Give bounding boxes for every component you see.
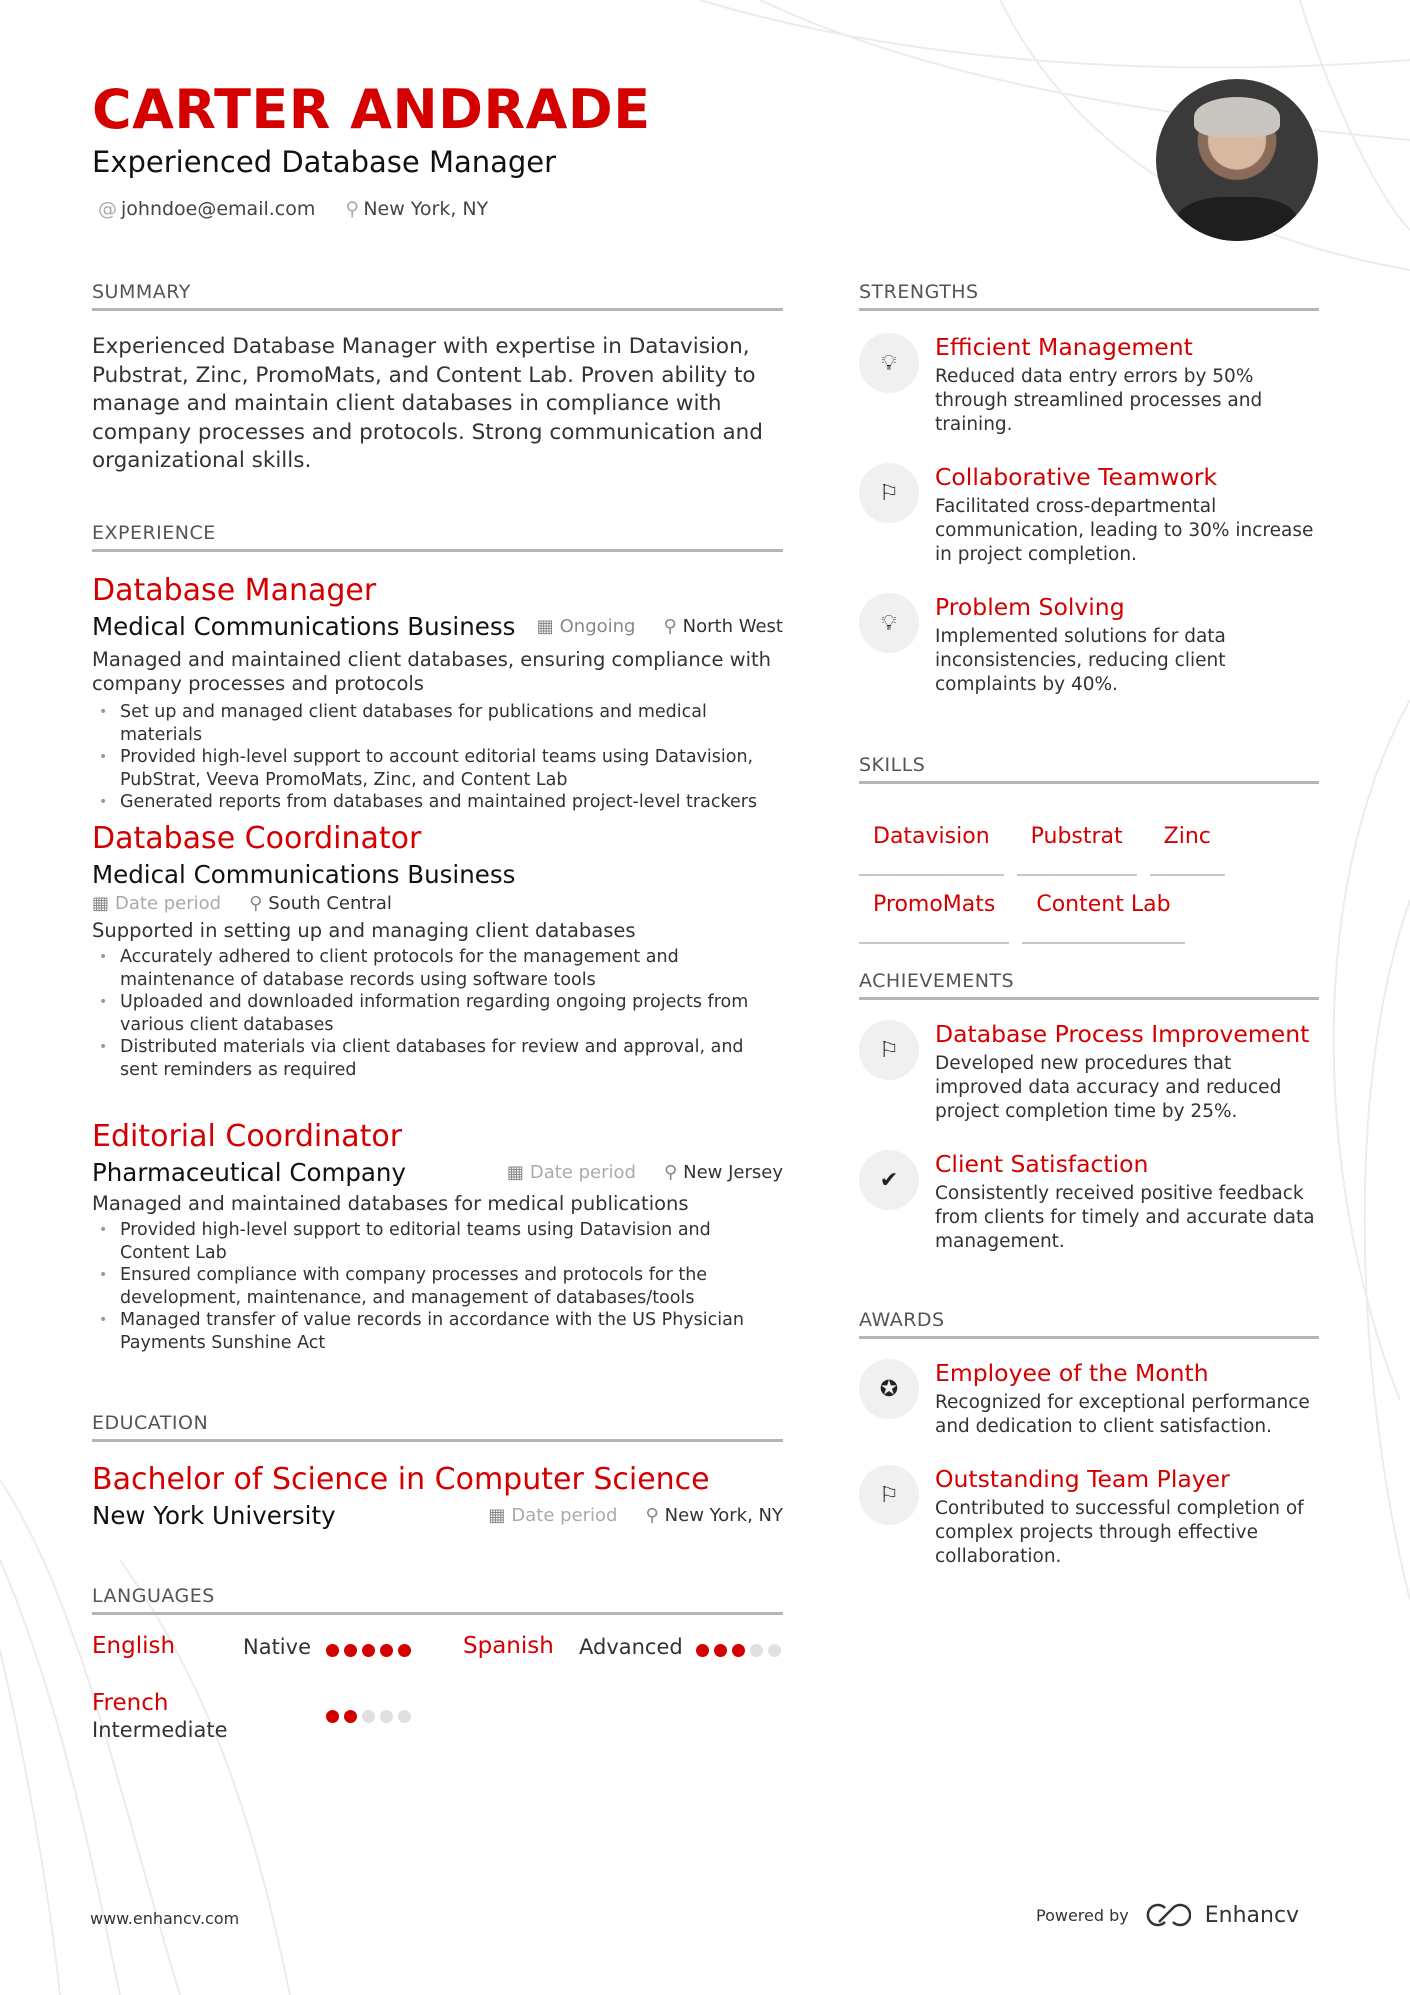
education-section xyxy=(92,1412,783,1530)
job-bullet: • Set up and managed client databases for publications and medical materials xyxy=(92,701,783,746)
map-pin-icon: ⚲ xyxy=(345,198,360,220)
job-entry xyxy=(92,573,783,814)
awards-item xyxy=(859,1465,1319,1569)
check-icon: ✔ xyxy=(859,1150,919,1210)
calendar-icon: ▦ xyxy=(92,893,110,914)
item-title: Collaborative Teamwork xyxy=(935,463,1218,491)
lightbulb-icon: 💡︎ xyxy=(859,593,919,653)
rating-dot xyxy=(326,1710,339,1723)
job-description: Managed and maintained databases for medical publications xyxy=(92,1192,689,1215)
job-title: Editorial Coordinator xyxy=(92,1119,403,1154)
map-pin-icon: ⚲ xyxy=(249,893,263,914)
language-level: Advanced xyxy=(579,1635,683,1659)
job-bullet: • Provided high-level support to account editorial teams using Datavision, PubStrat, Veeva PromoMats, Zinc, and Content Lab xyxy=(92,746,783,791)
company: Medical Communications Business xyxy=(92,860,516,889)
achievements-section xyxy=(859,970,1319,1280)
job-entry xyxy=(92,821,783,1081)
job-description: Managed and maintained client databases, ensuring compliance with company processes and protocols xyxy=(92,648,772,695)
item-title: Client Satisfaction xyxy=(935,1150,1149,1178)
experience-heading: EXPERIENCE xyxy=(92,522,783,552)
rating-dot xyxy=(326,1644,339,1657)
email[interactable] xyxy=(98,198,315,220)
strengths-heading: STRENGTHS xyxy=(859,281,1319,311)
job-title: Database Coordinator xyxy=(92,821,422,856)
strengths-section xyxy=(859,281,1319,723)
company: Pharmaceutical Company xyxy=(92,1158,406,1187)
job-location: New Jersey xyxy=(683,1162,783,1183)
item-text: Recognized for exceptional performance and dedication to client satisfaction. xyxy=(935,1392,1310,1437)
rating-dot xyxy=(344,1644,357,1657)
rating-dot xyxy=(768,1644,781,1657)
candidate-name: CARTER ANDRADE xyxy=(92,78,651,141)
language-name: Spanish xyxy=(463,1633,554,1659)
school: New York University xyxy=(92,1501,336,1530)
location xyxy=(345,198,488,220)
skills-heading: SKILLS xyxy=(859,754,1319,784)
rating-dot xyxy=(398,1644,411,1657)
rating-dot xyxy=(380,1644,393,1657)
avatar xyxy=(1156,79,1318,241)
awards-item xyxy=(859,1359,1319,1439)
skill-tag: Zinc xyxy=(1150,808,1225,876)
map-pin-icon: ⚲ xyxy=(663,1162,678,1183)
strengths-item xyxy=(859,463,1319,567)
calendar-icon: ▦ xyxy=(488,1505,506,1526)
languages-section xyxy=(92,1585,783,1615)
strengths-item xyxy=(859,593,1319,697)
summary-heading: SUMMARY xyxy=(92,281,783,311)
calendar-icon: ▦ xyxy=(536,616,554,637)
language-name: French xyxy=(92,1690,169,1716)
languages-heading: LANGUAGES xyxy=(92,1585,783,1615)
calendar-icon: ▦ xyxy=(506,1162,524,1183)
powered-by xyxy=(1036,1902,1299,1928)
language-name: English xyxy=(92,1633,176,1659)
strengths-item xyxy=(859,333,1319,437)
achievements-item xyxy=(859,1150,1319,1254)
language-level: Intermediate xyxy=(92,1718,228,1742)
powered-by-text: Powered by xyxy=(1036,1905,1129,1925)
enhancv-brand[interactable]: Enhancv xyxy=(1204,1902,1300,1928)
item-title: Database Process Improvement xyxy=(935,1020,1310,1048)
flag-icon: ⚐ xyxy=(859,1020,919,1080)
language-item xyxy=(92,1633,175,1659)
achievements-item xyxy=(859,1020,1319,1124)
language-level: Native xyxy=(243,1635,311,1659)
job-bullet: • Managed transfer of value records in accordance with the US Physician Payments Sunshine Act xyxy=(92,1309,783,1354)
job-date: Ongoing xyxy=(559,616,636,637)
enhancv-logo-icon xyxy=(1143,1902,1191,1928)
awards-section xyxy=(859,1309,1319,1595)
rating-dot xyxy=(344,1710,357,1723)
rating-dot xyxy=(398,1710,411,1723)
job-bullet: • Generated reports from databases and maintained project-level trackers xyxy=(92,791,783,814)
job-entry xyxy=(92,1119,783,1354)
rating-dot xyxy=(750,1644,763,1657)
item-text: Contributed to successful completion of complex projects through effective collaboration. xyxy=(935,1498,1304,1567)
candidate-title: Experienced Database Manager xyxy=(92,145,557,179)
education-location: New York, NY xyxy=(664,1505,783,1526)
email-text: johndoe@email.com xyxy=(121,198,316,220)
job-date: Date period xyxy=(115,893,222,914)
item-title: Outstanding Team Player xyxy=(935,1465,1230,1493)
rating-dot xyxy=(362,1710,375,1723)
flag-icon: ⚐ xyxy=(859,463,919,523)
language-rating xyxy=(696,1644,781,1657)
map-pin-icon: ⚲ xyxy=(663,616,677,637)
job-bullet: • Provided high-level support to editorial teams using Datavision and Content Lab xyxy=(92,1219,783,1264)
skill-tag: PromoMats xyxy=(859,876,1009,944)
job-title: Database Manager xyxy=(92,573,377,608)
company: Medical Communications Business xyxy=(92,612,516,641)
award-icon: ✪ xyxy=(859,1359,919,1419)
at-icon: @ xyxy=(98,198,117,220)
flag-icon: ⚐ xyxy=(859,1465,919,1525)
achievements-heading: ACHIEVEMENTS xyxy=(859,970,1319,1000)
skill-tag: Datavision xyxy=(859,808,1004,876)
item-title: Efficient Management xyxy=(935,333,1193,361)
item-text: Developed new procedures that improved data accuracy and reduced project completion time by 25%. xyxy=(935,1053,1282,1122)
item-text: Facilitated cross-departmental communication, leading to 30% increase in project completion. xyxy=(935,496,1314,565)
skill-tag: Content Lab xyxy=(1022,876,1184,944)
item-text: Reduced data entry errors by 50% through streamlined processes and training. xyxy=(935,366,1263,435)
item-title: Problem Solving xyxy=(935,593,1125,621)
item-title: Employee of the Month xyxy=(935,1359,1209,1387)
job-date: Date period xyxy=(529,1162,636,1183)
rating-dot xyxy=(696,1644,709,1657)
skill-tag: Pubstrat xyxy=(1017,808,1137,876)
job-bullet: • Distributed materials via client databases for review and approval, and sent reminders as required xyxy=(92,1036,783,1081)
summary-text: Experienced Database Manager with expertise in Datavision, Pubstrat, Zinc, PromoMats, and Content Lab. Proven ability to manage and maintain client databases in compliance with company processes and protocols. Strong communication and organizational skills. xyxy=(92,334,763,474)
contact-info xyxy=(98,198,488,220)
education-heading: EDUCATION xyxy=(92,1412,783,1442)
item-text: Implemented solutions for data inconsistencies, reducing client complaints by 40%. xyxy=(935,626,1226,695)
website-link[interactable]: www.enhancv.com xyxy=(90,1909,240,1928)
job-bullet: • Accurately adhered to client protocols for the management and maintenance of database records using software tools xyxy=(92,946,783,991)
job-description: Supported in setting up and managing client databases xyxy=(92,919,636,942)
education-date: Date period xyxy=(511,1505,618,1526)
rating-dot xyxy=(380,1710,393,1723)
rating-dot xyxy=(732,1644,745,1657)
job-bullet: • Uploaded and downloaded information regarding ongoing projects from various client databases xyxy=(92,991,783,1036)
language-rating xyxy=(326,1710,411,1723)
lightbulb-icon: 💡︎ xyxy=(859,333,919,393)
degree: Bachelor of Science in Computer Science xyxy=(92,1462,710,1497)
item-text: Consistently received positive feedback from clients for timely and accurate data management. xyxy=(935,1183,1315,1252)
skills-section xyxy=(859,754,1319,944)
language-rating xyxy=(326,1644,411,1657)
job-location: North West xyxy=(682,616,783,637)
job-bullet: • Ensured compliance with company processes and protocols for the development, maintenance, and management of databases/tools xyxy=(92,1264,783,1309)
map-pin-icon: ⚲ xyxy=(645,1505,659,1526)
job-location: South Central xyxy=(268,893,392,914)
awards-heading: AWARDS xyxy=(859,1309,1319,1339)
rating-dot xyxy=(714,1644,727,1657)
location-text: New York, NY xyxy=(363,198,489,220)
rating-dot xyxy=(362,1644,375,1657)
